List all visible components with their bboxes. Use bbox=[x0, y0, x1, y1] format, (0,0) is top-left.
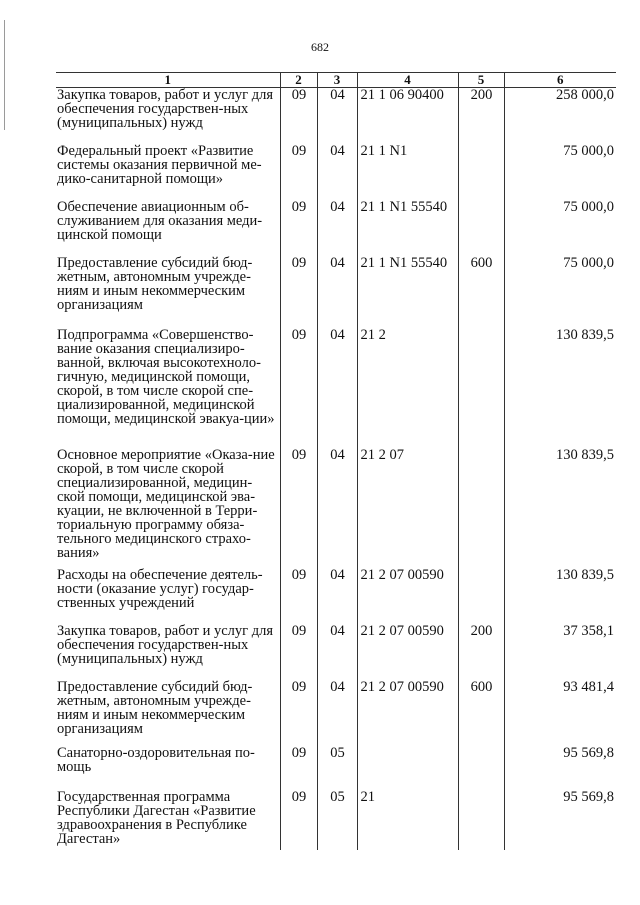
row-target-code bbox=[357, 746, 458, 790]
header-col-5: 5 bbox=[458, 73, 504, 88]
row-expense-type bbox=[458, 448, 504, 568]
row-target-code: 21 1 N1 55540 bbox=[357, 256, 458, 328]
row-name: Закупка товаров, работ и услуг для обеспечения государствен-ных (муниципальных) нужд bbox=[57, 622, 274, 667]
table-row bbox=[56, 624, 616, 680]
row-name: Подпрограмма «Совершенство-вание оказания специализиро-ванной, включая высокотехноло-гичную, медицинской помощи, скорой, в том числе скорой спе-циализированной, медицинской помощи, медицинской эвакуа-ции» bbox=[57, 326, 275, 427]
row-name: Основное мероприятие «Оказа-ние скорой, в том числе скорой специализированной, медицин-ской помощи, медицинской эва-куации, не включенной в Терри-ториальную программу обяза-тельного медицинского страхо-вания» bbox=[57, 446, 275, 561]
row-amount: 93 481,4 bbox=[504, 680, 616, 746]
row-name: Предоставление субсидий бюд-жетным, автономным учрежде-ниям и иным некоммерческим организациям bbox=[57, 254, 253, 313]
row-target-code: 21 2 bbox=[357, 328, 458, 448]
row-subsection: 04 bbox=[317, 88, 357, 144]
table-row bbox=[56, 746, 616, 790]
row-amount: 37 358,1 bbox=[504, 624, 616, 680]
table-row bbox=[56, 680, 616, 746]
row-section: 09 bbox=[280, 624, 317, 680]
header-col-6: 6 bbox=[504, 73, 616, 88]
row-expense-type bbox=[458, 328, 504, 448]
row-target-code: 21 2 07 bbox=[357, 448, 458, 568]
row-expense-type bbox=[458, 568, 504, 624]
row-subsection: 04 bbox=[317, 568, 357, 624]
row-section: 09 bbox=[280, 144, 317, 200]
page-number: 682 bbox=[311, 40, 329, 54]
table-row bbox=[56, 200, 616, 256]
row-expense-type: 200 bbox=[458, 624, 504, 680]
row-subsection: 04 bbox=[317, 328, 357, 448]
row-amount: 75 000,0 bbox=[504, 144, 616, 200]
row-expense-type bbox=[458, 746, 504, 790]
row-target-code: 21 2 07 00590 bbox=[357, 680, 458, 746]
budget-table bbox=[56, 72, 616, 850]
row-expense-type: 200 bbox=[458, 88, 504, 144]
table-row bbox=[56, 88, 616, 144]
header-row bbox=[56, 73, 616, 88]
table-row bbox=[56, 448, 616, 568]
row-amount: 95 569,8 bbox=[504, 790, 616, 850]
table-row bbox=[56, 568, 616, 624]
header-col-2: 2 bbox=[280, 73, 317, 88]
row-section: 09 bbox=[280, 88, 317, 144]
row-name: Государственная программа Республики Дагестан «Развитие здравоохранения в Республике Дагестан» bbox=[57, 788, 256, 847]
row-subsection: 04 bbox=[317, 256, 357, 328]
row-name: Обеспечение авиационным об-служиванием для оказания меди-цинской помощи bbox=[57, 198, 263, 243]
row-section: 09 bbox=[280, 256, 317, 328]
row-section: 09 bbox=[280, 328, 317, 448]
row-name: Закупка товаров, работ и услуг для обеспечения государствен-ных (муниципальных) нужд bbox=[57, 87, 274, 131]
row-amount: 130 839,5 bbox=[504, 568, 616, 624]
row-subsection: 04 bbox=[317, 200, 357, 256]
header-col-3: 3 bbox=[317, 73, 357, 88]
row-section: 09 bbox=[280, 200, 317, 256]
row-name: Предоставление субсидий бюд-жетным, автономным учрежде-ниям и иным некоммерческим организациям bbox=[57, 678, 253, 737]
row-amount: 75 000,0 bbox=[504, 200, 616, 256]
table-row bbox=[56, 144, 616, 200]
scan-edge-line bbox=[4, 20, 5, 130]
row-expense-type: 600 bbox=[458, 680, 504, 746]
row-amount: 130 839,5 bbox=[504, 328, 616, 448]
row-section: 09 bbox=[280, 568, 317, 624]
table-row bbox=[56, 790, 616, 850]
row-expense-type bbox=[458, 144, 504, 200]
row-section: 09 bbox=[280, 790, 317, 850]
row-target-code: 21 2 07 00590 bbox=[357, 568, 458, 624]
row-subsection: 04 bbox=[317, 144, 357, 200]
row-amount: 258 000,0 bbox=[504, 88, 616, 144]
row-target-code: 21 bbox=[357, 790, 458, 850]
row-expense-type: 600 bbox=[458, 256, 504, 328]
row-amount: 75 000,0 bbox=[504, 256, 616, 328]
row-name: Расходы на обеспечение деятель-ности (оказание услуг) государ-ственных учреждений bbox=[57, 566, 263, 611]
row-subsection: 05 bbox=[317, 746, 357, 790]
header-col-1: 1 bbox=[56, 73, 280, 88]
row-target-code: 21 1 06 90400 bbox=[357, 88, 458, 144]
row-amount: 130 839,5 bbox=[504, 448, 616, 568]
row-subsection: 04 bbox=[317, 680, 357, 746]
row-name: Федеральный проект «Развитие системы оказания первичной ме-дико-санитарной помощи» bbox=[57, 142, 262, 187]
row-name: Санаторно-оздоровительная по-мощь bbox=[57, 744, 255, 775]
row-subsection: 05 bbox=[317, 790, 357, 850]
header-col-4: 4 bbox=[357, 73, 458, 88]
row-expense-type bbox=[458, 790, 504, 850]
row-target-code: 21 2 07 00590 bbox=[357, 624, 458, 680]
row-subsection: 04 bbox=[317, 448, 357, 568]
row-subsection: 04 bbox=[317, 624, 357, 680]
row-amount: 95 569,8 bbox=[504, 746, 616, 790]
row-section: 09 bbox=[280, 448, 317, 568]
row-target-code: 21 1 N1 bbox=[357, 144, 458, 200]
row-section: 09 bbox=[280, 680, 317, 746]
table-row bbox=[56, 256, 616, 328]
row-section: 09 bbox=[280, 746, 317, 790]
row-expense-type bbox=[458, 200, 504, 256]
table-row bbox=[56, 328, 616, 448]
row-target-code: 21 1 N1 55540 bbox=[357, 200, 458, 256]
